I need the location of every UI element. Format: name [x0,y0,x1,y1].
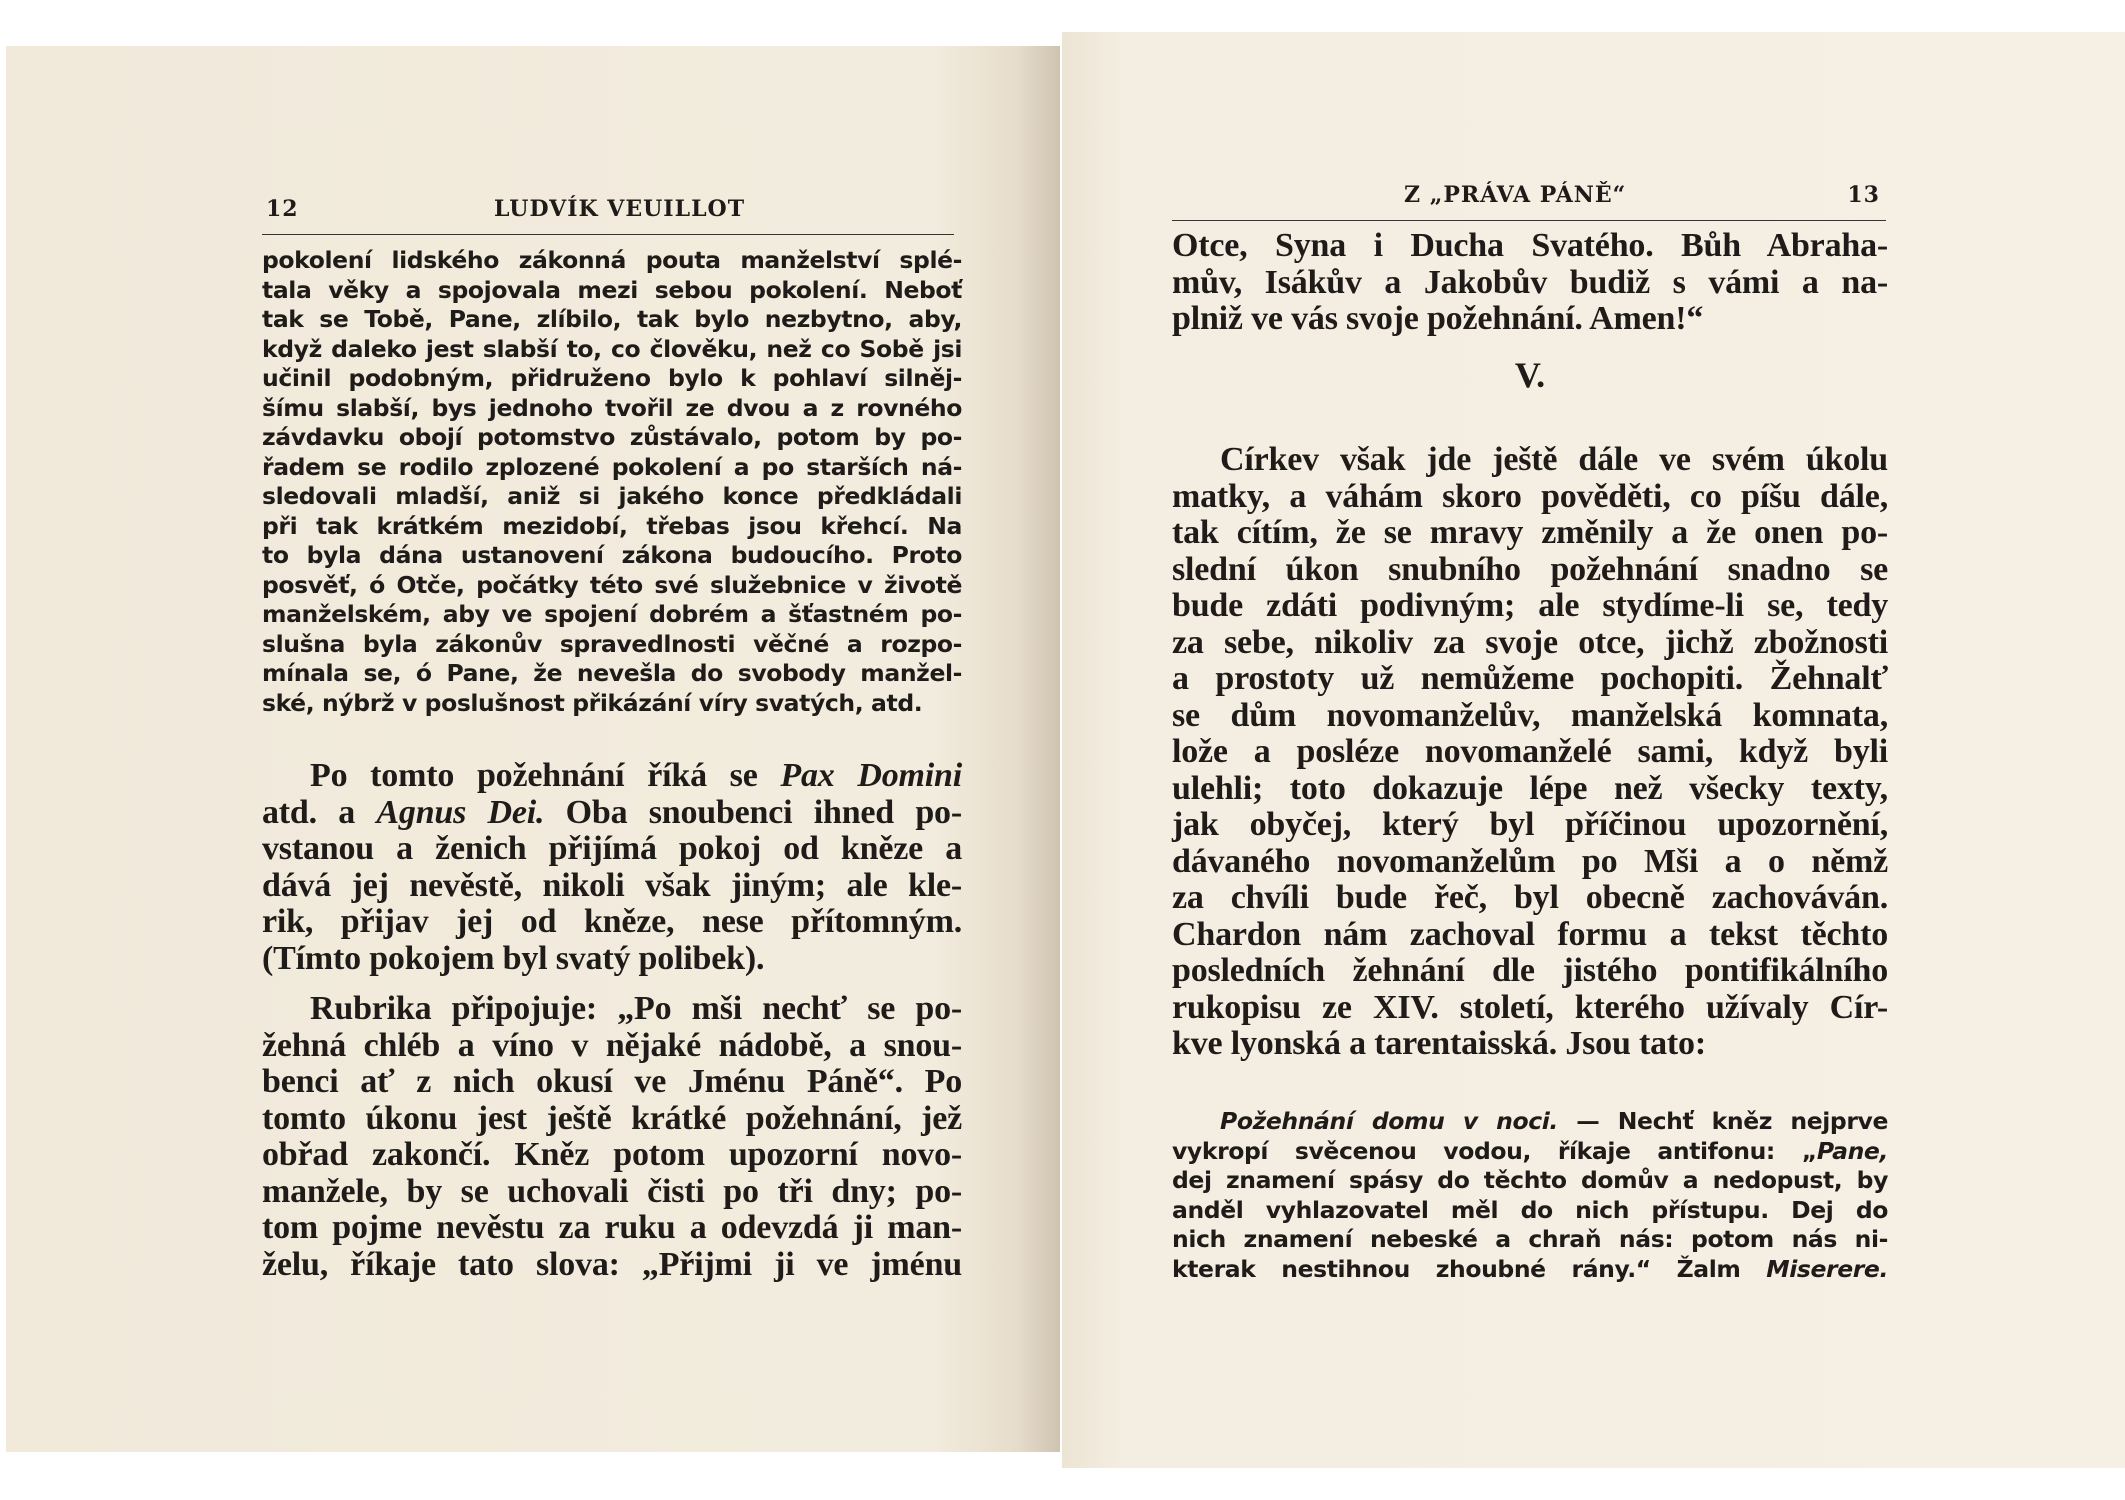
text-line: rukopisu ze XIV. století, kterého užívaly Cír- [1172,988,1888,1026]
text-line: šímu slabší, bys jednoho tvořil ze dvou a z rovného [262,393,962,422]
text-line: tak cítím, že se mravy změnily a že onen po- [1172,514,1888,551]
page-number-left: 12 [266,196,299,222]
text-line: sledovali mladší, aniž si jakého konce předkládali [262,482,962,510]
italic-heading-pozehnani-domu: Požehnání domu v noci. [1220,1107,1558,1135]
italic-word-pane: Pane, [1816,1136,1888,1165]
italic-word-miserere: Miserere. [1766,1254,1888,1283]
text-line: ulehli; toto dokazuje lépe než všecky texty, [1172,769,1888,807]
text-line [262,795,962,832]
text-line: jak obyčej, který byl příčinou upozornění, [1172,806,1888,843]
text-run: kterak nestihnou zhoubné rány.“ Žalm [1172,1254,1767,1283]
text-line [262,758,962,795]
text-line: ské, nýbrž v poslušnost přikázání víry svatých, atd. [262,688,923,717]
text-line: nich znamení nebeské a chraň nás: potom nás ni- [1172,1225,1888,1253]
section-heading: V. [1514,355,1546,395]
text-line: obřad zakončí. Kněz potom upozorní novo- [262,1136,962,1173]
text-line: manželském, aby ve spojení dobrém a šťastném po- [262,600,962,628]
text-line: tom pojme nevěstu za ruku a odevzdá ji man- [262,1209,962,1246]
text-line: matky, a váhám skoro pověděti, co píšu dále, [1172,477,1888,515]
text-line: žehná chléb a víno v nějaké nádobě, a snou- [262,1026,962,1064]
text-line: učinil podobným, přidruženo bylo k pohlaví silněj- [262,364,962,392]
text-line: Rubrika připojuje: „Po mši nechť se po- [310,990,962,1027]
text-line: mův, Isákův a Jakobův budiž s vámi a na- [1172,263,1888,301]
text-line: za chvíli bude řeč, byl obecně zachováván. [1172,879,1888,916]
text-line [1172,1137,1888,1167]
text-line: bude zdáti podivným; ale stydíme-li se, tedy [1172,587,1888,624]
page-number-right: 13 [1847,182,1880,208]
italic-term-agnus-dei: Agnus Dei. [376,793,545,831]
text-line: manžele, by se uchovali čisti po tři dny; po- [262,1172,962,1210]
text-line: lože a posléze novomanželé sami, když byli [1172,733,1888,770]
running-head-right [1172,180,1886,221]
text-line: posvěť, ó Otče, počátky této své služebnice v životě [262,570,962,599]
italic-term-pax-domini: Pax Domini [780,757,963,794]
text-run: — Nechť kněz nejprve [1557,1107,1888,1135]
text-line: dává jej nevěstě, nikoli však jiným; ale kle- [262,866,962,904]
text-line: slušna byla zákonův spravedlnosti věčné a rozpo- [262,629,962,658]
text-run: Oba snoubenci ihned po- [544,793,962,831]
left-small-text-block [262,246,962,718]
left-paragraph-1 [262,758,962,977]
text-line: posledních žehnání dle jistého pontifikálního [1172,952,1888,989]
text-line: vstanou a ženich přijímá pokoj od kněze a [262,830,962,867]
text-line: slední úkon snubního požehnání snadno se [1172,550,1888,588]
text-line: dej znamení spásy do těchto domův a nedopust, by [1172,1166,1888,1194]
running-head-title-left: LUDVÍK VEUILLOT [494,196,746,222]
text-line: Otce, Syna i Ducha Svatého. Bůh Abraha- [1172,227,1888,264]
text-line: při tak krátkém mezidobí, třebas jsou křehcí. Na [262,511,962,540]
text-line: řadem se rodilo zplozené pokolení a po starších ná- [262,452,962,481]
text-line: tomto úkonu jest ještě krátké požehnání, jež [262,1099,962,1137]
right-paragraph-1 [1172,442,1888,1063]
right-small-text-block [1172,1107,1888,1284]
text-line: rik, přijav jej od kněze, nese přítomným. [262,903,962,940]
running-head-left [262,194,954,235]
right-top-paragraph [1172,228,1888,338]
text-line: kve lyonská a tarentaisská. Jsou tato: [1172,1025,1706,1062]
right-page [1062,32,2125,1468]
text-line: tala věky a spojovala mezi sebou pokolení. Neboť [262,275,962,304]
text-line: za sebe, nikoliv za svoje otce, jichž zbožnosti [1172,623,1888,661]
text-run: vykropí svěcenou vodou, říkaje antifonu: „ [1172,1136,1817,1165]
text-line: benci ať z nich okusí ve Jménu Páně“. Po [262,1063,962,1100]
text-line: Církev však jde ještě dále ve svém úkolu [1220,441,1888,478]
text-line: tak se Tobě, Pane, zlíbilo, tak bylo nezbytno, aby, [262,305,962,333]
text-line: pokolení lidského zákonná pouta manželství splé- [262,246,962,274]
text-line: Chardon nám zachoval formu a tekst těchto [1172,915,1888,953]
text-line: plniž ve vás svoje požehnání. Amen!“ [1172,300,1704,337]
left-paragraph-2 [262,991,962,1283]
text-line: dávaného novomanželům po Mši a o němž [1172,842,1888,880]
text-line: mínala se, ó Pane, že nevešla do svobody manžel- [262,659,962,687]
text-line [1172,1255,1888,1285]
text-line: (Tímto pokojem byl svatý polibek). [262,939,765,977]
text-line: když daleko jest slabší to, co člověku, než co Sobě jsi [262,334,962,363]
left-page [6,46,1060,1452]
text-line: závdavku obojí potomstvo zůstávalo, potom by po- [262,423,962,451]
text-line: anděl vyhlazovatel měl do nich přístupu. Dej do [1172,1195,1888,1224]
text-line [1172,1107,1888,1137]
text-line: želu, říkaje tato slova: „Přijmi ji ve jménu [262,1245,962,1283]
text-run: atd. a [262,793,377,831]
text-line: a prostoty už nemůžeme pochopiti. Žehnalť [1172,660,1888,697]
text-line: se dům novomanželův, manželská komnata, [1172,696,1888,734]
text-run: Po tomto požehnání říká se [310,757,781,794]
text-line: to byla dána ustanovení zákona budoucího. Proto [262,541,962,569]
running-head-title-right: Z „PRÁVA PÁNĚ“ [1404,182,1627,208]
